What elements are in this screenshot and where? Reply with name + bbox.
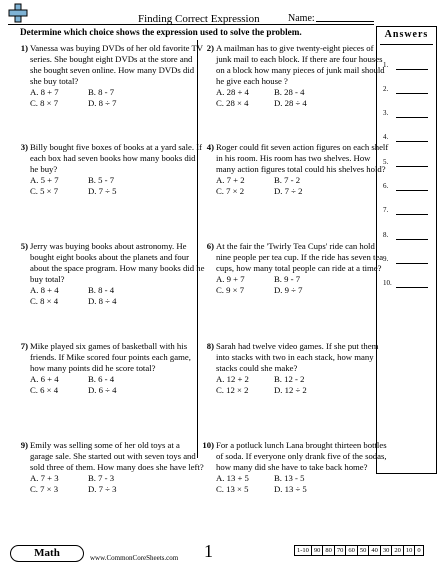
answer-line[interactable]: [396, 263, 428, 264]
answer-slot-1[interactable]: [383, 61, 433, 69]
option-b: B. 8 - 7: [88, 87, 115, 97]
page-title: Finding Correct Expression: [138, 13, 260, 25]
answer-line[interactable]: [396, 166, 428, 167]
question-text: For a potluck lunch Lana brought thirteen bottles of soda. If everyone only drank five of the sodas, how many did she have to take back home?: [216, 440, 387, 472]
question-number: 9): [20, 440, 28, 450]
score-table: [294, 545, 424, 556]
question-3: [20, 142, 205, 197]
instructions: Determine which choice shows the expression used to solve the problem.: [20, 27, 302, 37]
question-text: Sarah had twelve video games. If she put them into stacks with two in each stack, how many stacks could she make?: [216, 341, 379, 373]
option-c: C. 12 × 2: [216, 385, 249, 395]
question-number: 3): [20, 142, 28, 152]
score-cell: 60: [345, 546, 357, 555]
question-text: Mike played six games of basketball with his friends. If Mike scored four points each game, how many points did he score total?: [30, 341, 191, 373]
option-d: D. 28 ÷ 4: [274, 98, 307, 108]
answer-slot-4[interactable]: [383, 133, 433, 141]
option-a: A. 28 + 4: [216, 87, 249, 97]
website-text: www.CommonCoreSheets.com: [90, 554, 179, 562]
answer-slot-6[interactable]: [383, 182, 433, 190]
score-cell: 1-10: [297, 547, 309, 554]
answer-slot-10[interactable]: [383, 279, 433, 287]
score-cell: 30: [380, 546, 392, 555]
question-text: Jerry was buying books about astronomy. He bought eight books about the planets and four about the space program. How many books did he buy total?: [30, 241, 205, 284]
question-4: [206, 142, 391, 197]
plus-logo-icon: [8, 3, 28, 23]
score-cell: 50: [357, 546, 369, 555]
option-b: B. 28 - 4: [274, 87, 305, 97]
option-a: A. 12 + 2: [216, 374, 249, 384]
answer-label: 3.: [383, 109, 389, 117]
option-d: D. 12 ÷ 2: [274, 385, 307, 395]
question-text: Vanessa was buying DVDs of her old favorite TV series. She bought eight DVDs at the store and she bought seven online. How many DVDs did she buy total?: [30, 43, 203, 86]
option-c: C. 28 × 4: [216, 98, 249, 108]
option-b: B. 12 - 2: [274, 374, 305, 384]
question-number: 8): [206, 341, 214, 351]
question-9: [20, 440, 205, 495]
question-text: A mailman has to give twenty-eight pieces of junk mail to each block. If there are four houses on a block how many pieces of junk mail should he give each house ?: [216, 43, 385, 86]
question-2: [206, 43, 391, 109]
question-10: [202, 440, 391, 495]
answer-line[interactable]: [396, 190, 428, 191]
option-a: A. 6 + 4: [30, 374, 59, 384]
option-b: B. 7 - 2: [274, 175, 301, 185]
option-c: C. 7 × 3: [30, 484, 59, 494]
question-1: [20, 43, 205, 109]
score-cell: 80: [322, 546, 334, 555]
question-number: 6): [206, 241, 214, 251]
answer-line[interactable]: [396, 69, 428, 70]
option-a: A. 13 + 5: [216, 473, 249, 483]
option-d: D. 9 ÷ 7: [274, 285, 303, 295]
question-number: 7): [20, 341, 28, 351]
option-c: C. 5 × 7: [30, 186, 59, 196]
option-a: A. 5 + 7: [30, 175, 59, 185]
option-d: D. 13 ÷ 5: [274, 484, 307, 494]
option-a: A. 8 + 4: [30, 285, 59, 295]
question-number: 1): [20, 43, 28, 53]
answer-line[interactable]: [396, 287, 428, 288]
answer-slot-9[interactable]: [383, 255, 433, 263]
question-text: At the fair the 'Twirly Tea Cups' ride can hold nine people per tea cup. If the ride has seven tea cups, how many total people can ride at a time?: [216, 241, 384, 273]
option-d: D. 7 ÷ 2: [274, 186, 303, 196]
option-d: D. 8 ÷ 4: [88, 296, 117, 306]
score-cell: 90: [311, 546, 323, 555]
answers-panel: [376, 26, 437, 474]
question-6: [206, 241, 391, 296]
answer-label: 7.: [383, 206, 389, 214]
answers-divider: [380, 44, 433, 45]
score-cell: 10: [403, 546, 415, 555]
option-b: B. 7 - 3: [88, 473, 115, 483]
header-divider: [8, 24, 374, 25]
score-cell: 70: [334, 546, 346, 555]
option-a: A. 8 + 7: [30, 87, 59, 97]
answer-slot-3[interactable]: [383, 109, 433, 117]
option-c: C. 8 × 4: [30, 296, 59, 306]
option-c: C. 6 × 4: [30, 385, 59, 395]
answer-label: 5.: [383, 158, 389, 166]
option-b: B. 5 - 7: [88, 175, 115, 185]
answer-label: 6.: [383, 182, 389, 190]
answer-label: 8.: [383, 231, 389, 239]
option-c: C. 7 × 2: [216, 186, 245, 196]
option-c: C. 9 × 7: [216, 285, 245, 295]
answer-label: 10.: [383, 279, 392, 287]
score-cell: 40: [368, 546, 380, 555]
question-7: [20, 341, 205, 396]
question-number: 2): [206, 43, 214, 53]
answer-slot-2[interactable]: [383, 85, 433, 93]
option-d: D. 7 ÷ 5: [88, 186, 117, 196]
answer-label: 9.: [383, 255, 389, 263]
question-text: Roger could fit seven action figures on each shelf in his room. His room has two shelves. How many action figures total could his shelves hold?: [216, 142, 389, 174]
question-number: 10): [202, 440, 214, 450]
answer-slot-5[interactable]: [383, 158, 433, 166]
answer-label: 1.: [383, 61, 389, 69]
answer-line[interactable]: [396, 214, 428, 215]
option-d: D. 8 ÷ 7: [88, 98, 117, 108]
answers-title: Answers: [384, 29, 429, 40]
question-text: Emily was selling some of her old toys at a garage sale. She started out with seven toys and sold three of them. How many does she have left?: [30, 440, 204, 472]
question-text: Billy bought five boxes of books at a yard sale. If each box had seven books how many books did he buy?: [30, 142, 203, 174]
footer: [10, 541, 435, 563]
question-8: [206, 341, 391, 396]
question-5: [20, 241, 205, 307]
page-number: 1: [204, 541, 213, 561]
score-cell: 0: [414, 546, 422, 555]
answer-slot-8[interactable]: [383, 231, 433, 239]
question-number: 4): [206, 142, 214, 152]
option-a: A. 7 + 2: [216, 175, 245, 185]
answer-line[interactable]: [396, 93, 428, 94]
answer-label: 2.: [383, 85, 389, 93]
answer-line[interactable]: [396, 117, 428, 118]
answer-slot-7[interactable]: [383, 206, 433, 214]
answer-line[interactable]: [396, 239, 428, 240]
option-c: C. 8 × 7: [30, 98, 59, 108]
option-b: B. 9 - 7: [274, 274, 301, 284]
option-b: B. 8 - 4: [88, 285, 115, 295]
option-d: D. 7 ÷ 3: [88, 484, 117, 494]
score-cell: 20: [391, 546, 403, 555]
name-label: Name:: [288, 13, 315, 24]
answer-line[interactable]: [396, 141, 428, 142]
option-a: A. 7 + 3: [30, 473, 59, 483]
option-d: D. 6 ÷ 4: [88, 385, 117, 395]
option-b: B. 6 - 4: [88, 374, 115, 384]
subject-badge: Math: [10, 545, 84, 562]
option-a: A. 9 + 7: [216, 274, 245, 284]
option-c: C. 13 × 5: [216, 484, 249, 494]
name-field-line[interactable]: [316, 21, 374, 22]
answer-label: 4.: [383, 133, 389, 141]
option-b: B. 13 - 5: [274, 473, 305, 483]
question-number: 5): [20, 241, 28, 251]
